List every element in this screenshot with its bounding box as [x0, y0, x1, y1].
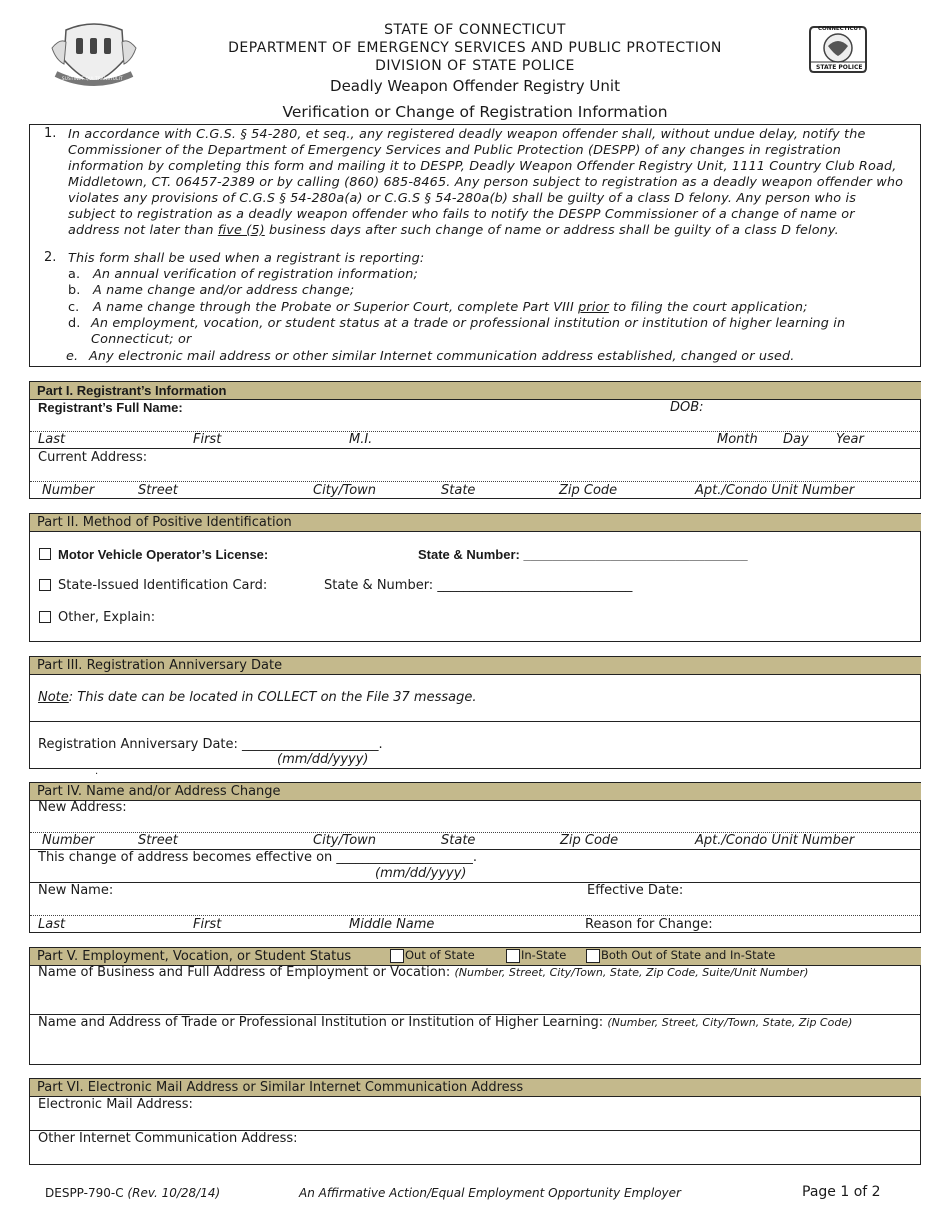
business-label [38, 965, 808, 980]
instruction-1-number: 1. [44, 126, 57, 141]
reason-label: Reason for Change: [585, 917, 713, 932]
part1-title: Part I. Registrant’s Information [30, 382, 921, 400]
item-c-pre: A name change through the Probate or Superior Court, complete Part VIII [93, 300, 579, 315]
form-id [45, 1186, 220, 1200]
divider [30, 448, 920, 449]
state-police-badge [808, 24, 868, 74]
in-state-label: In-State [521, 948, 567, 962]
effective-on-field[interactable]: This change of address becomes effective on _____________________. [38, 850, 478, 865]
number-caption: Number [42, 483, 95, 498]
instruction-1-last-post: business days after such change of name or address shall be guilty of a class D felony. [264, 223, 839, 238]
school-hint: (Number, Street, City/Town, State, Zip Code) [607, 1016, 853, 1029]
item-c-text [93, 300, 808, 316]
state-id-label: State-Issued Identification Card: [58, 578, 268, 593]
page-number: Page 1 of 2 [802, 1184, 881, 1200]
instruction-1-line: Commissioner of the Department of Emergency Services and Public Protection (DESPP) of any changes in registration [68, 143, 841, 158]
zip-caption: Zip Code [560, 833, 619, 848]
item-c-prior: prior [578, 300, 609, 315]
instruction-2-number: 2. [44, 250, 57, 265]
school-label [38, 1015, 852, 1030]
item-a-label: a. [68, 267, 81, 282]
state-caption: State [441, 483, 476, 498]
header-unit: Deadly Weapon Offender Registry Unit [330, 77, 620, 95]
state-id-checkbox[interactable] [39, 579, 51, 591]
part6-title: Part VI. Electronic Mail Address or Similar Internet Communication Address [30, 1079, 921, 1097]
first-caption: First [193, 432, 222, 447]
instruction-1-line [68, 223, 839, 239]
item-d-text: An employment, vocation, or student status at a trade or professional institution or institution of higher learning in [91, 316, 846, 331]
divider [30, 721, 920, 722]
both-checkbox[interactable] [586, 949, 600, 963]
month-caption: Month [717, 432, 758, 447]
header-department: DEPARTMENT OF EMERGENCY SERVICES AND PUBLIC PROTECTION [228, 40, 722, 56]
note [38, 690, 476, 705]
first-caption: First [193, 917, 222, 932]
day-caption: Day [783, 432, 809, 447]
out-of-state-checkbox[interactable] [390, 949, 404, 963]
effective-on-format: (mm/dd/yyyy) [375, 866, 467, 881]
item-c-label: c. [68, 300, 80, 315]
item-a-text: An annual verification of registration information; [93, 267, 418, 282]
item-d-text-cont: Connecticut; or [91, 332, 192, 347]
full-name-label: Registrant’s Full Name: [38, 400, 183, 415]
item-e-label: e. [66, 349, 79, 364]
both-label: Both Out of State and In-State [601, 948, 776, 962]
email-label: Electronic Mail Address: [38, 1097, 193, 1112]
form-number: DESPP-790-C [45, 1186, 124, 1200]
new-address-label: New Address: [38, 800, 127, 815]
eoe-statement: An Affirmative Action/Equal Employment Opportunity Employer [299, 1186, 681, 1200]
anniversary-date-format: (mm/dd/yyyy) [277, 752, 369, 767]
item-b-text: A name change and/or address change; [93, 283, 355, 298]
new-name-label: New Name: [38, 883, 114, 898]
in-state-checkbox[interactable] [506, 949, 520, 963]
instruction-1-line: information by completing this form and mailing it to DESPP, Deadly Weapon Offender Registry Unit, 1111 Country Club Road, [68, 159, 897, 174]
instruction-1-line: subject to registration as a deadly weapon offender who fails to notify the DESPP Commissioner of a change of name or [68, 207, 855, 222]
city-caption: City/Town [313, 833, 377, 848]
mi-caption: M.I. [349, 432, 373, 447]
item-e-text: Any electronic mail address or other similar Internet communication address established, changed or used. [89, 349, 795, 364]
part5-title-bar [30, 948, 921, 966]
street-caption: Street [138, 483, 178, 498]
anniversary-date-field[interactable]: Registration Anniversary Date: _____________________. [38, 737, 383, 752]
license-checkbox[interactable] [39, 548, 51, 560]
header-state: STATE OF CONNECTICUT [384, 22, 566, 38]
dob-label: DOB: [670, 400, 704, 415]
city-caption: City/Town [313, 483, 377, 498]
out-of-state-label: Out of State [405, 948, 475, 962]
badge-top-text: CONNECTICUT [818, 26, 862, 32]
business-hint: (Number, Street, City/Town, State, Zip Code, Suite/Unit Number) [454, 966, 809, 979]
note-text: : This date can be located in COLLECT on the File 37 message. [68, 690, 477, 705]
new-name-line [30, 915, 920, 916]
license-state-number[interactable]: State & Number: _______________________________ [418, 547, 748, 562]
instruction-1-line: violates any provisions of C.G.S § 54-280a(a) or C.G.S § 54-280a(b) shall be guilty of a class D felony. Any person who is [68, 191, 857, 206]
instruction-1-line: Middletown, CT. 06457-2389 or by calling (860) 685-8465. Any person subject to registration as a deadly weapon offender who [68, 175, 904, 190]
address-line [30, 481, 920, 482]
zip-caption: Zip Code [559, 483, 618, 498]
number-caption: Number [42, 833, 95, 848]
item-b-label: b. [68, 283, 81, 298]
instruction-1-last-pre: address not later than [68, 223, 218, 238]
five-days: five (5) [217, 223, 265, 238]
badge-bottom-text: STATE POLICE [816, 64, 863, 71]
other-label: Other, Explain: [58, 610, 156, 625]
school-label-text: Name and Address of Trade or Professional Institution or Institution of Higher Learning: [38, 1015, 604, 1030]
header-division: DIVISION OF STATE POLICE [375, 58, 575, 74]
note-label: Note [38, 690, 69, 705]
part2-title: Part II. Method of Positive Identification [30, 514, 921, 532]
stray-mark: . [95, 766, 99, 777]
part4-title: Part IV. Name and/or Address Change [30, 783, 921, 801]
divider [30, 882, 920, 883]
street-caption: Street [138, 833, 178, 848]
license-label: Motor Vehicle Operator’s License: [58, 547, 269, 562]
part5-title: Part V. Employment, Vocation, or Student Status [37, 949, 352, 964]
middle-caption: Middle Name [349, 917, 435, 932]
item-c-post: to filing the court application; [608, 300, 808, 315]
apt-caption: Apt./Condo Unit Number [695, 833, 855, 848]
state-caption: State [441, 833, 476, 848]
seal-motto: SUSTINET QUI TRANSTULIT [62, 76, 123, 81]
effective-date-label: Effective Date: [587, 883, 684, 898]
apt-caption: Apt./Condo Unit Number [695, 483, 855, 498]
instruction-2-intro: This form shall be used when a registrant is reporting: [68, 251, 425, 266]
part3-title: Part III. Registration Anniversary Date [30, 657, 921, 675]
last-caption: Last [38, 432, 66, 447]
other-checkbox[interactable] [39, 611, 51, 623]
item-d-label: d. [68, 316, 81, 331]
other-internet-label: Other Internet Communication Address: [38, 1131, 298, 1146]
state-id-state-number[interactable]: State & Number: ______________________________ [324, 578, 633, 593]
last-caption: Last [38, 917, 66, 932]
form-revision: (Rev. 10/28/14) [127, 1186, 221, 1200]
instruction-1-line: In accordance with C.G.S. § 54-280, et seq., any registered deadly weapon offender shall, without undue delay, notify the [68, 127, 866, 142]
page-title: Verification or Change of Registration Information [282, 103, 668, 121]
year-caption: Year [836, 432, 864, 447]
business-label-text: Name of Business and Full Address of Employment or Vocation: [38, 965, 451, 980]
current-address-label: Current Address: [38, 450, 148, 465]
